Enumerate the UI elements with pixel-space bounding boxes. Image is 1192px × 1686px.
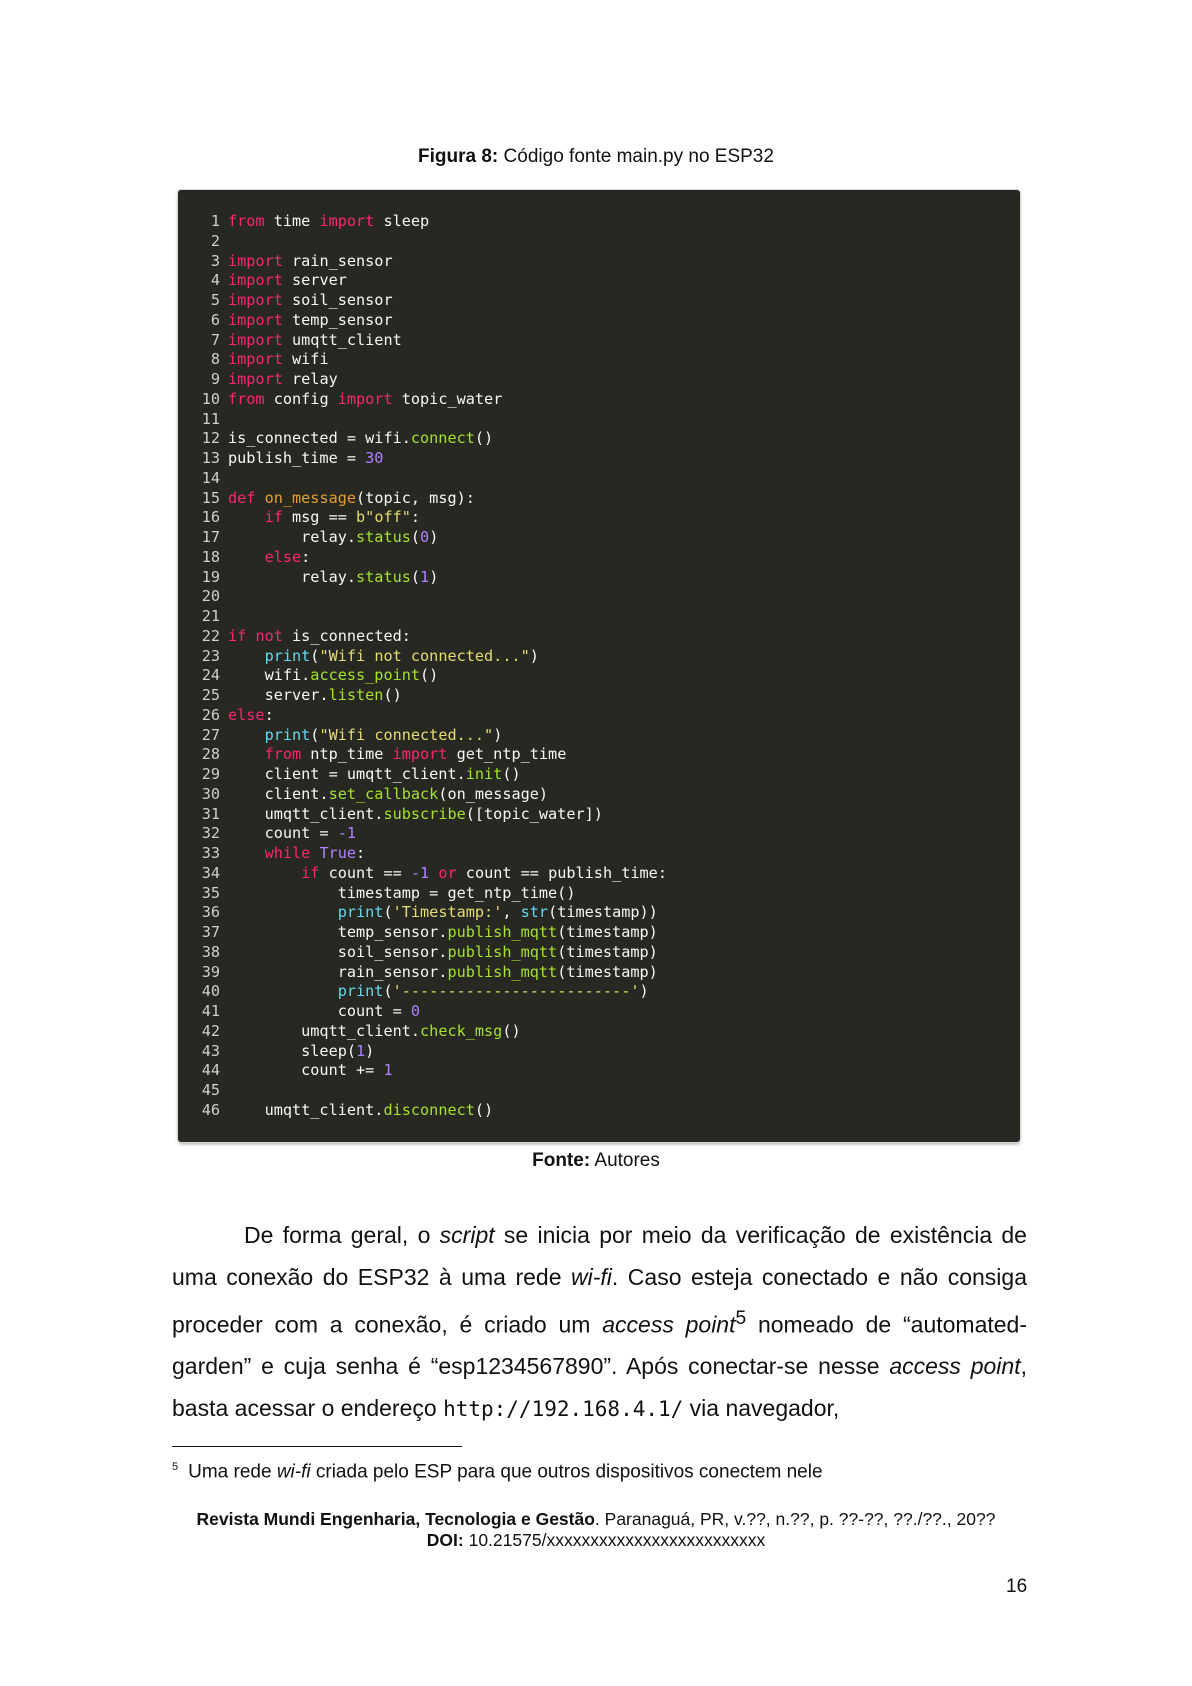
line-number: 33 xyxy=(201,844,220,862)
code-line xyxy=(192,548,667,568)
journal-footer xyxy=(0,1509,1192,1551)
line-number: 45 xyxy=(201,1081,220,1099)
line-number: 26 xyxy=(201,705,220,724)
line-number: 3 xyxy=(210,251,220,270)
code-line xyxy=(192,449,667,469)
code-line xyxy=(192,943,667,963)
line-number: 29 xyxy=(201,765,220,783)
code-text: print("Wifi not connected...") xyxy=(264,646,539,665)
line-number: 2 xyxy=(210,231,220,250)
code-line xyxy=(192,212,667,232)
body-italic-3: access point xyxy=(602,1311,736,1338)
code-line xyxy=(192,726,667,746)
line-number: 36 xyxy=(201,903,220,922)
code-line xyxy=(192,370,667,390)
url-code: http://192.168.4.1/ xyxy=(443,1396,684,1421)
journal-name: Revista Mundi Engenharia, Tecnologia e Gestão xyxy=(196,1509,595,1529)
code-text: else: xyxy=(264,547,311,566)
code-text: sleep(1) xyxy=(228,1041,375,1060)
line-number: 30 xyxy=(201,784,220,803)
code-line xyxy=(192,824,667,844)
line-number: 41 xyxy=(201,1002,220,1020)
code-text: import relay xyxy=(228,370,338,388)
line-number: 35 xyxy=(201,883,220,902)
code-line xyxy=(192,765,667,785)
code-text: from ntp_time import get_ntp_time xyxy=(264,745,567,764)
code-text: soil_sensor.publish_mqtt(timestamp) xyxy=(228,942,658,961)
code-text: import wifi xyxy=(228,350,329,369)
code-line xyxy=(192,666,667,686)
code-line xyxy=(192,745,667,765)
footnote-number: 5 xyxy=(172,1461,179,1473)
figure-caption xyxy=(0,146,1192,168)
code-text: temp_sensor.publish_mqtt(timestamp) xyxy=(228,923,658,941)
code-text: count += 1 xyxy=(228,1061,393,1080)
code-line xyxy=(192,785,667,805)
code-text: umqtt_client.check_msg() xyxy=(228,1021,521,1040)
line-number: 34 xyxy=(201,863,220,882)
line-number: 4 xyxy=(210,271,220,290)
code-text: import rain_sensor xyxy=(228,251,393,270)
doi-label: DOI: xyxy=(426,1530,464,1550)
code-text: count = -1 xyxy=(228,824,357,843)
body-text-3: . Caso esteja conectado e não consiga proceder com a conexão, é criado um xyxy=(172,1263,1027,1338)
code-line xyxy=(192,923,667,943)
code-line xyxy=(192,568,667,588)
code-line xyxy=(192,1061,667,1081)
source-label: Fonte: xyxy=(532,1150,591,1171)
code-line xyxy=(192,844,667,864)
code-text: if msg == b"off": xyxy=(264,508,421,527)
code-line xyxy=(192,587,667,607)
code-line xyxy=(192,706,667,726)
line-number: 1 xyxy=(210,212,220,230)
code-text: print("Wifi connected...") xyxy=(264,725,503,744)
code-text: count = 0 xyxy=(228,1002,421,1020)
code-line xyxy=(192,686,667,706)
code-text: from time import sleep xyxy=(228,212,430,230)
code-text: else: xyxy=(228,705,274,724)
body-text-1: De forma geral, o xyxy=(244,1222,440,1248)
code-text: print('Timestamp:', str(timestamp)) xyxy=(337,903,658,922)
line-number: 25 xyxy=(201,686,220,704)
code-text: server.listen() xyxy=(228,686,402,704)
code-text: is_connected = wifi.connect() xyxy=(228,429,494,448)
code-text: while True: xyxy=(264,844,366,862)
figure-label: Figura 8: xyxy=(418,146,499,167)
line-number: 32 xyxy=(201,824,220,843)
line-number: 39 xyxy=(201,962,220,981)
body-text-5: , basta acessar o endereço xyxy=(172,1353,1027,1421)
line-number: 5 xyxy=(210,291,220,309)
code-line xyxy=(192,528,667,548)
line-number: 15 xyxy=(201,488,220,507)
code-line xyxy=(192,1101,667,1121)
line-number: 18 xyxy=(201,547,220,566)
line-number: 27 xyxy=(201,725,220,744)
doi-value: 10.21575/xxxxxxxxxxxxxxxxxxxxxxxxx xyxy=(463,1530,766,1550)
code-text: if not is_connected: xyxy=(228,626,411,645)
source-value: Autores xyxy=(594,1150,660,1171)
code-text: import umqtt_client xyxy=(228,330,402,349)
line-number: 42 xyxy=(201,1021,220,1040)
code-line xyxy=(192,627,667,647)
code-line xyxy=(192,469,667,489)
code-line xyxy=(192,963,667,983)
code-line xyxy=(192,1022,667,1042)
source-code xyxy=(192,212,667,1121)
body-italic-2: wi-fi xyxy=(571,1263,612,1290)
line-number: 16 xyxy=(201,508,220,527)
footnote-ref: 5 xyxy=(735,1308,747,1329)
body-paragraph xyxy=(172,1215,1027,1430)
footnote-italic: wi-fi xyxy=(276,1461,311,1483)
code-line xyxy=(192,489,667,509)
code-line xyxy=(192,232,667,252)
code-text: relay.status(0) xyxy=(228,528,439,546)
line-number: 9 xyxy=(210,370,220,388)
code-text: umqtt_client.subscribe([topic_water]) xyxy=(228,804,603,823)
line-number: 24 xyxy=(201,666,220,685)
code-line xyxy=(192,410,667,430)
code-line xyxy=(192,903,667,923)
code-line xyxy=(192,805,667,825)
footnote xyxy=(172,1461,823,1483)
line-number: 20 xyxy=(201,587,220,606)
code-line xyxy=(192,429,667,449)
code-text: if count == -1 or count == publish_time: xyxy=(301,863,667,882)
line-number: 10 xyxy=(201,389,220,408)
body-text-6: via navegador, xyxy=(683,1394,840,1421)
code-line xyxy=(192,1002,667,1022)
journal-details: . Paranaguá, PR, v.??, n.??, p. ??-??, ??./??., 20?? xyxy=(594,1509,996,1529)
code-line xyxy=(192,390,667,410)
code-text: from config import topic_water xyxy=(228,389,503,408)
code-line xyxy=(192,350,667,370)
code-text: umqtt_client.disconnect() xyxy=(228,1100,494,1119)
body-italic-4: access point xyxy=(889,1353,1021,1380)
footnote-text-1: Uma rede xyxy=(188,1461,277,1483)
page-number: 16 xyxy=(1006,1576,1028,1597)
code-line xyxy=(192,252,667,272)
code-listing xyxy=(178,190,1020,1142)
code-line xyxy=(192,331,667,351)
line-number: 7 xyxy=(210,330,220,349)
code-line xyxy=(192,607,667,627)
code-text: publish_time = 30 xyxy=(228,449,384,467)
code-text: client.set_callback(on_message) xyxy=(228,784,549,803)
line-number: 8 xyxy=(210,350,220,369)
body-text-4: nomeado de “automated-garden” e cuja senha é “esp1234567890”. Após conectar-se nesse xyxy=(172,1311,1028,1380)
body-italic-1: script xyxy=(439,1222,495,1248)
line-number: 46 xyxy=(201,1100,220,1119)
figure-title: Código fonte main.py no ESP32 xyxy=(503,146,774,167)
line-number: 13 xyxy=(201,449,220,467)
code-line xyxy=(192,271,667,291)
line-number: 11 xyxy=(201,409,220,428)
footnote-text-2: criada pelo ESP para que outros dispositivos conectem nele xyxy=(310,1461,823,1483)
code-text: import server xyxy=(228,271,347,290)
code-line xyxy=(192,1081,667,1101)
code-line xyxy=(192,291,667,311)
code-text: import soil_sensor xyxy=(228,291,393,309)
code-text: client = umqtt_client.init() xyxy=(228,765,521,783)
line-number: 31 xyxy=(201,804,220,823)
code-line xyxy=(192,884,667,904)
line-number: 6 xyxy=(210,310,220,329)
code-text: import temp_sensor xyxy=(228,310,393,329)
line-number: 12 xyxy=(201,429,220,448)
line-number: 28 xyxy=(201,745,220,764)
line-number: 40 xyxy=(201,982,220,1001)
line-number: 23 xyxy=(201,646,220,665)
code-line xyxy=(192,311,667,331)
line-number: 17 xyxy=(201,528,220,546)
line-number: 43 xyxy=(201,1041,220,1060)
code-text: print('-------------------------') xyxy=(337,982,649,1001)
code-text: rain_sensor.publish_mqtt(timestamp) xyxy=(228,962,658,981)
line-number: 21 xyxy=(201,607,220,625)
line-number: 22 xyxy=(201,626,220,645)
line-number: 14 xyxy=(201,468,220,487)
body-text-2: se inicia por meio da verificação de existência de uma conexão do ESP32 à uma rede xyxy=(172,1222,1027,1290)
code-line xyxy=(192,647,667,667)
code-line xyxy=(192,864,667,884)
line-number: 19 xyxy=(201,567,220,586)
code-line xyxy=(192,508,667,528)
code-line xyxy=(192,1042,667,1062)
footnote-rule xyxy=(172,1446,462,1447)
code-text: relay.status(1) xyxy=(228,567,439,586)
code-text: def on_message(topic, msg): xyxy=(228,488,475,507)
line-number: 44 xyxy=(201,1061,220,1080)
code-line xyxy=(192,982,667,1002)
figure-source xyxy=(0,1150,1192,1172)
code-text: wifi.access_point() xyxy=(228,666,439,685)
line-number: 37 xyxy=(201,923,220,941)
code-text: timestamp = get_ntp_time() xyxy=(228,883,576,902)
line-number: 38 xyxy=(201,942,220,961)
